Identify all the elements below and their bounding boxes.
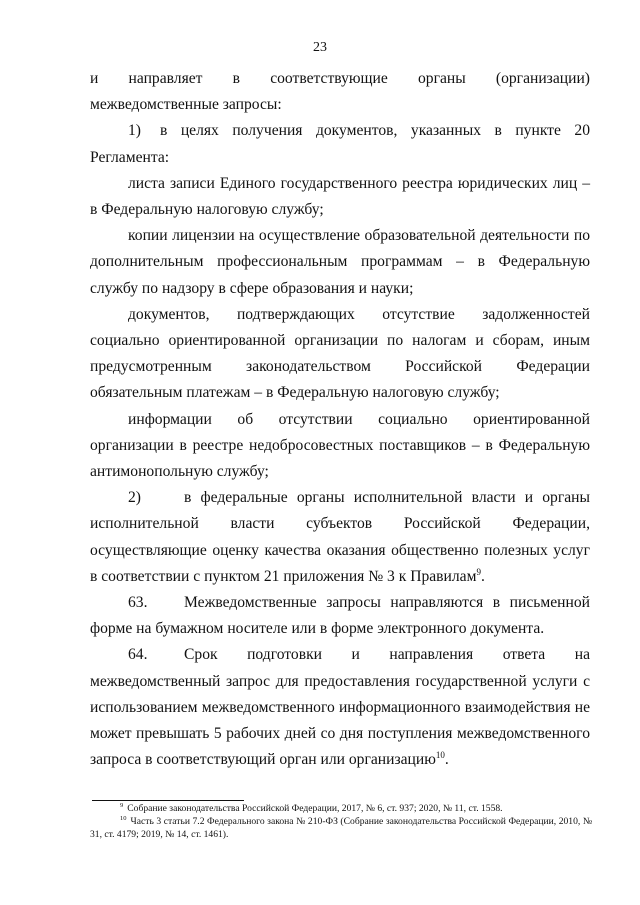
paragraph-text: Срок подготовки и направления ответа на межведомственный запрос для предоставления государственной услуги с использованием межведомственного информационного взаимодействия не может превышать 5 рабочих дней со дня поступления межведомственного запроса в соответствующий орган или организацию (90, 646, 590, 769)
paragraph-intro (90, 66, 590, 118)
paragraph-egrul (90, 171, 590, 223)
paragraph-text: в федеральные органы исполнительной власти и органы исполнительной власти субъектов Российской Федерации, осуществляющие оценку качества оказания общественно полезных услуг в соответствии с пунктом 21 приложения № 3 к Правилам (90, 489, 590, 585)
paragraph-item-1 (90, 118, 590, 170)
document-body (90, 66, 590, 773)
footnote-text: Собрание законодательства Российской Федерации, 2017, № 6, ст. 937; 2020, № 11, ст. 1558. (127, 803, 503, 814)
paragraph-text: информации об отсутствии социально ориентированной организации в реестре недобросовестных поставщиков – в Федеральную антимонопольную службу; (90, 410, 590, 481)
paragraph-64 (90, 642, 590, 773)
item-number: 64. (128, 646, 148, 664)
paragraph-text: листа записи Единого государственного реестра юридических лиц – в Федеральную налоговую службу; (90, 174, 590, 219)
item-number: 1) (128, 122, 141, 140)
paragraph-63 (90, 590, 590, 642)
footnote-text: Часть 3 статьи 7.2 Федерального закона № 210-ФЗ (Собрание законодательства Российской Федерации, 2010, № 31, ст. 4179; 2019, № 14, ст. 1461). (90, 815, 592, 840)
footnote-divider (92, 800, 244, 801)
item-number: 63. (128, 594, 148, 612)
footnote-10 (90, 816, 592, 842)
footnote-9 (90, 803, 592, 816)
paragraph-text: копии лицензии на осуществление образовательной деятельности по дополнительным профессиональным программам – в Федеральную службу по надзору в сфере образования и науки; (90, 227, 590, 297)
paragraph-end: . (444, 751, 449, 769)
paragraph-text: и направляет в соответствующие органы (организации) межведомственные запросы: (90, 70, 590, 114)
footnote-ref-9[interactable]: 9 (476, 566, 481, 577)
footnote-mark: 10 (120, 814, 127, 822)
paragraph-registry (90, 407, 590, 486)
paragraph-text: документов, подтверждающих отсутствие задолженностей социально ориентированной организации по налогам и сборам, иным предусмотренным законодательством Российской Федерации обязательным платежам – в Федеральную налоговую службу; (90, 305, 590, 402)
paragraph-item-2 (90, 485, 590, 590)
item-number: 2) (128, 489, 141, 507)
footnote-ref-10[interactable]: 10 (435, 750, 445, 761)
footnotes (90, 803, 592, 841)
paragraph-end: . (480, 567, 485, 585)
paragraph-debts (90, 302, 590, 407)
footnote-mark: 9 (120, 801, 124, 809)
paragraph-license (90, 223, 590, 302)
paragraph-text: Межведомственные запросы направляются в письменной форме на бумажном носителе или в форме электронного документа. (90, 594, 590, 638)
paragraph-text: в целях получения документов, указанных в пункте 20 Регламента: (90, 122, 590, 166)
page-number: 23 (313, 40, 327, 55)
